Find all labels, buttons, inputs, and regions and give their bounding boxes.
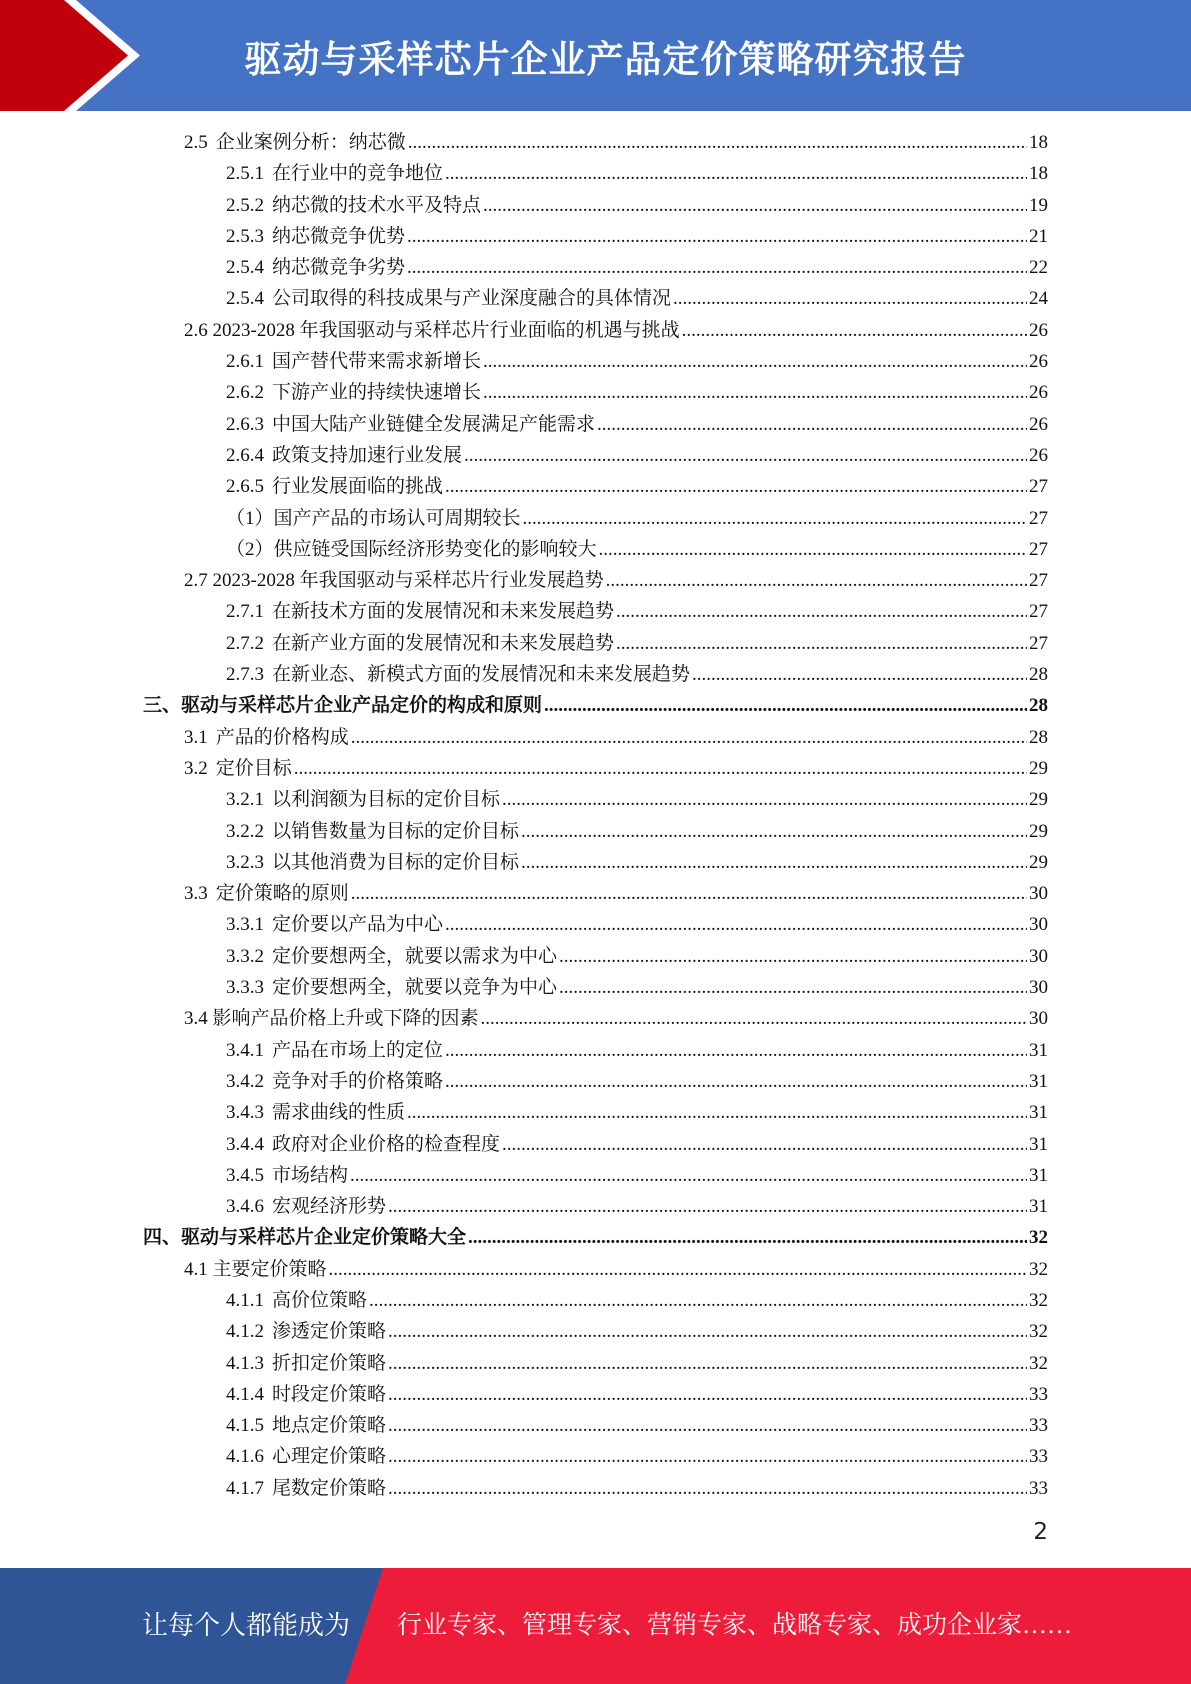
toc-dot-leader [369, 1285, 1027, 1316]
toc-entry-number: 3.4.4 [226, 1133, 264, 1155]
toc-entry-page: 19 [1029, 194, 1048, 216]
toc-dot-leader [408, 127, 1027, 158]
toc-dot-leader [521, 847, 1027, 878]
toc-entry[interactable] [0, 816, 1191, 847]
toc-dot-leader [559, 941, 1027, 972]
toc-dot-leader [407, 252, 1027, 283]
toc-entry-number: 3.2.1 [226, 789, 264, 811]
toc-dot-leader [445, 471, 1027, 502]
toc-dot-leader [673, 283, 1027, 314]
toc-dot-leader [445, 1066, 1027, 1097]
toc-entry-page: 22 [1029, 257, 1048, 279]
toc-entry[interactable] [0, 1222, 1191, 1253]
toc-entry-label: 以销售数量为目标的定价目标 [272, 820, 520, 842]
toc-entry[interactable] [0, 1160, 1191, 1191]
toc-entry-label: 公司取得的科技成果与产业深度融合的具体情况 [272, 288, 672, 310]
toc-entry-page: 31 [1029, 1039, 1048, 1061]
toc-dot-leader [407, 1097, 1027, 1128]
toc-entry-number: 4.1.6 [226, 1446, 264, 1468]
toc-entry-page: 27 [1029, 476, 1048, 498]
toc-entry-label: 高价位策略 [272, 1289, 368, 1311]
toc-entry[interactable] [0, 1035, 1191, 1066]
page-number: 2 [1033, 1519, 1048, 1545]
toc-entry-page: 18 [1029, 132, 1048, 153]
toc-entry-number: 3.2.3 [226, 851, 264, 873]
toc-entry-page: 29 [1029, 820, 1048, 842]
toc-entry-label: 以其他消费为目标的定价目标 [272, 851, 520, 873]
toc-entry-label: 行业发展面临的挑战 [272, 476, 444, 498]
toc-entry-label: （1）国产产品的市场认可周期较长 [226, 507, 521, 529]
toc-entry-number: 3.3.3 [226, 977, 264, 999]
toc-dot-leader [294, 753, 1027, 784]
footer-slogan-left: 让每个人都能成为 [142, 1611, 351, 1640]
toc-entry[interactable] [0, 690, 1191, 721]
toc-entry-number: 4.1.3 [226, 1352, 264, 1374]
toc-entry-page: 32 [1029, 1258, 1048, 1280]
toc-entry-number: 3.1 [184, 726, 208, 748]
toc-entry-page: 27 [1029, 601, 1048, 623]
toc-dot-leader [502, 1129, 1027, 1160]
toc-entry[interactable] [0, 440, 1191, 471]
toc-entry-page: 32 [1029, 1289, 1048, 1311]
toc-dot-leader [388, 1441, 1027, 1472]
toc-entry-number: 2.7.1 [226, 601, 264, 623]
toc-entry-label: 政府对企业价格的检查程度 [272, 1133, 501, 1155]
toc-entry-page: 27 [1029, 538, 1048, 560]
toc-entry[interactable] [0, 1410, 1191, 1441]
toc-dot-leader [388, 1473, 1027, 1504]
toc-entry[interactable] [0, 1473, 1191, 1504]
toc-entry-page: 29 [1029, 851, 1048, 873]
toc-entry-number: 2.6.2 [226, 382, 264, 404]
toc-entry-page: 31 [1029, 1102, 1048, 1124]
toc-entry-number: 3.2 [184, 757, 208, 779]
toc-entry[interactable] [0, 1285, 1191, 1316]
toc-dot-leader [388, 1191, 1027, 1222]
toc-entry-page: 30 [1029, 1008, 1048, 1030]
toc-entry-number: 2.7.3 [226, 664, 264, 686]
toc-entry-number: 2.5.4 [226, 288, 264, 310]
toc-entry-number: 4.1.5 [226, 1415, 264, 1437]
toc-entry[interactable] [0, 190, 1191, 221]
toc-entry-page: 18 [1029, 163, 1048, 185]
toc-entry-number: 3.4.1 [226, 1039, 264, 1061]
toc-entry-label: 定价目标 [215, 757, 292, 779]
toc-entry[interactable] [0, 878, 1191, 909]
toc-entry-label: 尾数定价策略 [272, 1477, 387, 1499]
toc-entry-page: 27 [1029, 507, 1048, 529]
toc-entry-number: 2.7.2 [226, 632, 264, 654]
toc-entry[interactable] [0, 346, 1191, 377]
toc-entry[interactable] [0, 1129, 1191, 1160]
toc-entry-number: 2.6.5 [226, 476, 264, 498]
toc-entry-label: 折扣定价策略 [272, 1352, 387, 1374]
toc-entry-label: 定价要想两全，就要以需求为中心 [272, 945, 558, 967]
toc-entry[interactable] [0, 1003, 1191, 1034]
toc-dot-leader [616, 628, 1027, 659]
toc-entry-number: 3.3 [184, 883, 208, 905]
toc-entry-label: 纳芯微的技术水平及特点 [272, 194, 482, 216]
toc-entry-label: 心理定价策略 [272, 1446, 387, 1468]
toc-dot-leader [388, 1379, 1027, 1410]
toc-entry-label: 3.4 影响产品价格上升或下降的因素 [184, 1008, 479, 1030]
toc-entry-label: 2.6 2023-2028 年我国驱动与采样芯片行业面临的机遇与挑战 [184, 319, 680, 341]
toc-entry-number: 4.1.2 [226, 1321, 264, 1343]
toc-entry-label: 宏观经济形势 [272, 1196, 387, 1218]
toc-entry-page: 30 [1029, 945, 1048, 967]
toc-entry-label: 纳芯微竞争劣势 [272, 257, 406, 279]
chevron-red-shape [0, 0, 128, 111]
toc-entry-label: 4.1 主要定价策略 [184, 1258, 327, 1280]
toc-entry[interactable] [0, 972, 1191, 1003]
toc-entry-number: 3.4.2 [226, 1070, 264, 1092]
toc-entry-number: 4.1.1 [226, 1289, 264, 1311]
toc-dot-leader [481, 1003, 1027, 1034]
toc-entry[interactable] [0, 1191, 1191, 1222]
toc-dot-leader [388, 1316, 1027, 1347]
toc-entry-page: 26 [1029, 413, 1048, 435]
toc-entry-number: 2.5.2 [226, 194, 264, 216]
toc-dot-leader [483, 190, 1027, 221]
toc-dot-leader [464, 440, 1027, 471]
toc-entry-label: 四、驱动与采样芯片企业定价策略大全 [143, 1227, 467, 1249]
toc-entry-number: 4.1.4 [226, 1383, 264, 1405]
toc-entry[interactable] [0, 941, 1191, 972]
toc-entry-page: 33 [1029, 1383, 1048, 1405]
toc-entry[interactable] [0, 503, 1191, 534]
toc-dot-leader [388, 1410, 1027, 1441]
toc-entry-number: 4.1.7 [226, 1477, 264, 1499]
toc-entry[interactable] [0, 628, 1191, 659]
toc-entry-label: 竞争对手的价格策略 [272, 1070, 444, 1092]
toc-entry-page: 31 [1029, 1196, 1048, 1218]
toc-entry-label: 以利润额为目标的定价目标 [272, 789, 501, 811]
toc-entry[interactable] [0, 722, 1191, 753]
toc-entry-page: 32 [1029, 1352, 1048, 1374]
toc-dot-leader [407, 221, 1027, 252]
toc-entry-number: 3.4.6 [226, 1196, 264, 1218]
toc-dot-leader [559, 972, 1027, 1003]
toc-entry-page: 31 [1029, 1070, 1048, 1092]
toc-entry-label: 在新产业方面的发展情况和未来发展趋势 [272, 632, 615, 654]
toc-entry[interactable] [0, 1316, 1191, 1347]
toc-entry[interactable] [0, 1379, 1191, 1410]
toc-entry-page: 30 [1029, 914, 1048, 936]
toc-entry[interactable] [0, 1254, 1191, 1285]
document-title: 驱动与采样芯片企业产品定价策略研究报告 [244, 37, 967, 81]
toc-dot-leader [544, 690, 1027, 721]
toc-entry-label: 国产替代带来需求新增长 [272, 351, 482, 373]
toc-entry-page: 26 [1029, 319, 1048, 341]
toc-dot-leader [468, 1222, 1027, 1253]
toc-entry-page: 29 [1029, 757, 1048, 779]
toc-dot-leader [523, 503, 1027, 534]
toc-dot-leader [445, 909, 1027, 940]
table-of-contents [0, 127, 1191, 1504]
toc-dot-leader [350, 1160, 1027, 1191]
toc-entry[interactable] [0, 315, 1191, 346]
toc-dot-leader [692, 659, 1027, 690]
toc-entry[interactable] [0, 909, 1191, 940]
toc-entry-number: 2.5 [184, 132, 208, 153]
toc-dot-leader [483, 346, 1027, 377]
toc-entry-label: 政策支持加速行业发展 [272, 444, 463, 466]
toc-entry-label: 中国大陆产业链健全发展满足产能需求 [272, 413, 596, 435]
toc-entry-label: 定价要想两全，就要以竞争为中心 [272, 977, 558, 999]
toc-entry[interactable] [0, 1066, 1191, 1097]
toc-entry-label: 产品的价格构成 [215, 726, 349, 748]
toc-entry-page: 26 [1029, 444, 1048, 466]
toc-entry-label: 地点定价策略 [272, 1415, 387, 1437]
toc-entry-label: 产品在市场上的定位 [272, 1039, 444, 1061]
toc-entry-number: 2.5.3 [226, 225, 264, 247]
toc-entry-page: 33 [1029, 1415, 1048, 1437]
toc-entry[interactable] [0, 158, 1191, 189]
toc-entry-number: 2.6.4 [226, 444, 264, 466]
toc-entry-number: 2.5.1 [226, 163, 264, 185]
page-footer [0, 1568, 1191, 1684]
toc-dot-leader [483, 377, 1027, 408]
toc-entry[interactable] [0, 1348, 1191, 1379]
toc-entry[interactable] [0, 659, 1191, 690]
toc-entry-page: 30 [1029, 977, 1048, 999]
toc-entry[interactable] [0, 565, 1191, 596]
toc-entry-page: 27 [1029, 570, 1048, 592]
toc-entry-page: 28 [1029, 664, 1048, 686]
toc-entry-label: 在行业中的竞争地位 [272, 163, 444, 185]
toc-entry-number: 3.3.1 [226, 914, 264, 936]
toc-entry-page: 32 [1029, 1227, 1048, 1249]
toc-entry[interactable] [0, 252, 1191, 283]
toc-dot-leader [682, 315, 1027, 346]
toc-entry-page: 21 [1029, 225, 1048, 247]
toc-entry[interactable] [0, 596, 1191, 627]
toc-dot-leader [597, 409, 1027, 440]
toc-entry[interactable] [0, 221, 1191, 252]
toc-entry[interactable] [0, 471, 1191, 502]
toc-entry-page: 33 [1029, 1477, 1048, 1499]
toc-dot-leader [445, 158, 1027, 189]
toc-entry-page: 28 [1029, 726, 1048, 748]
toc-entry-page: 33 [1029, 1446, 1048, 1468]
toc-entry-page: 31 [1029, 1164, 1048, 1186]
toc-dot-leader [351, 878, 1027, 909]
toc-entry-label: 企业案例分析：纳芯微 [215, 132, 406, 153]
toc-entry-number: 3.2.2 [226, 820, 264, 842]
toc-entry-label: 市场结构 [272, 1164, 349, 1186]
page-header [0, 0, 1191, 111]
toc-dot-leader [606, 565, 1027, 596]
toc-dot-leader [521, 816, 1027, 847]
toc-entry-number: 3.3.2 [226, 945, 264, 967]
toc-entry-label: 下游产业的持续快速增长 [272, 382, 482, 404]
toc-entry[interactable] [0, 409, 1191, 440]
toc-entry-number: 3.4.5 [226, 1164, 264, 1186]
toc-entry-number: 2.6.3 [226, 413, 264, 435]
toc-entry-page: 29 [1029, 789, 1048, 811]
toc-entry[interactable] [0, 1097, 1191, 1128]
toc-entry-label: 渗透定价策略 [272, 1321, 387, 1343]
toc-entry[interactable] [0, 784, 1191, 815]
toc-entry-label: 定价要以产品为中心 [272, 914, 444, 936]
toc-entry-number: 2.6.1 [226, 351, 264, 373]
toc-entry-label: 定价策略的原则 [215, 883, 349, 905]
toc-entry[interactable] [0, 1441, 1191, 1472]
toc-entry[interactable] [0, 534, 1191, 565]
toc-dot-leader [599, 534, 1027, 565]
toc-entry-number: 2.5.4 [226, 257, 264, 279]
toc-entry-page: 27 [1029, 632, 1048, 654]
toc-entry-page: 30 [1029, 883, 1048, 905]
toc-entry-label: 在新技术方面的发展情况和未来发展趋势 [272, 601, 615, 623]
header-chevron-graphic [0, 0, 160, 111]
toc-dot-leader [616, 596, 1027, 627]
toc-entry-page: 26 [1029, 382, 1048, 404]
toc-entry-label: 2.7 2023-2028 年我国驱动与采样芯片行业发展趋势 [184, 570, 604, 592]
toc-entry[interactable] [0, 127, 1191, 158]
toc-dot-leader [351, 722, 1027, 753]
toc-dot-leader [329, 1254, 1027, 1285]
toc-dot-leader [445, 1035, 1027, 1066]
toc-entry-page: 32 [1029, 1321, 1048, 1343]
toc-entry-label: 三、驱动与采样芯片企业产品定价的构成和原则 [143, 695, 543, 717]
toc-entry-page: 31 [1029, 1133, 1048, 1155]
toc-entry[interactable] [0, 377, 1191, 408]
toc-entry-page: 24 [1029, 288, 1048, 310]
toc-entry[interactable] [0, 283, 1191, 314]
toc-entry-label: 时段定价策略 [272, 1383, 387, 1405]
toc-entry-label: 需求曲线的性质 [272, 1102, 406, 1124]
toc-entry[interactable] [0, 847, 1191, 878]
toc-entry[interactable] [0, 753, 1191, 784]
toc-entry-number: 3.4.3 [226, 1102, 264, 1124]
toc-entry-label: （2）供应链受国际经济形势变化的影响较大 [226, 538, 597, 560]
toc-entry-label: 在新业态、新模式方面的发展情况和未来发展趋势 [272, 664, 691, 686]
toc-entry-label: 纳芯微竞争优势 [272, 225, 406, 247]
footer-slogan-right: 行业专家、管理专家、营销专家、战略专家、成功企业家…… [397, 1612, 1073, 1639]
toc-entry-page: 26 [1029, 351, 1048, 373]
toc-entry-page: 28 [1029, 695, 1048, 717]
toc-dot-leader [388, 1348, 1027, 1379]
toc-dot-leader [502, 784, 1027, 815]
